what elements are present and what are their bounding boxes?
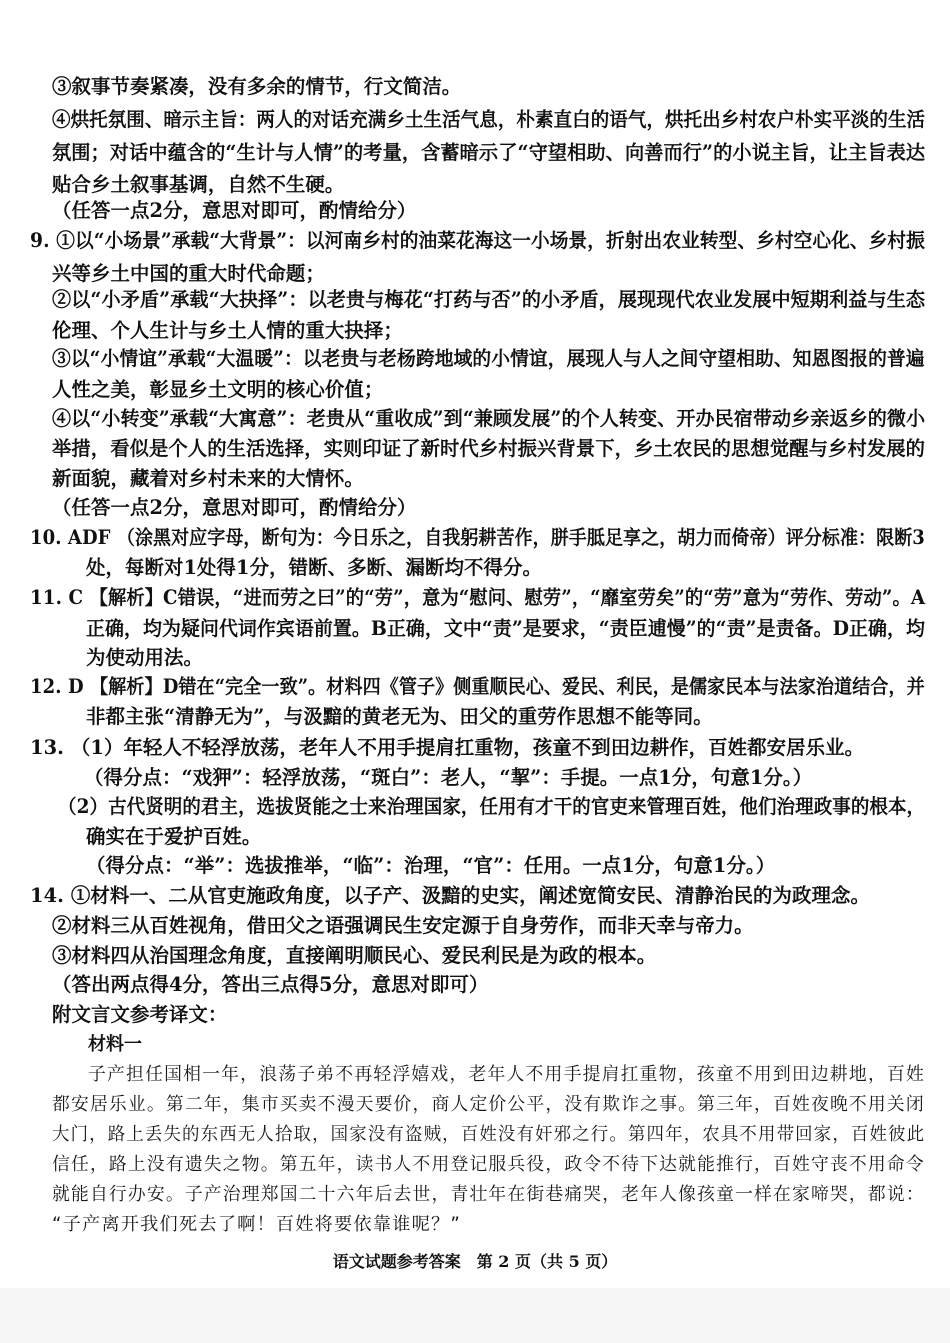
- answer-line: （得分点：“戏狎”：轻浮放荡，“斑白”：老人，“挈”：手提。一点1分，句意1分。）: [84, 766, 813, 789]
- answer-line: （答出两点得4分，答出三点得5分，意思对即可）: [52, 973, 489, 996]
- answer-line: 9. ①以“小场景”承载“大背景”：以河南乡村的油菜花海这一小场景，折射出农业转型、乡村空心化、乡村振: [30, 229, 925, 252]
- answer-line: 13. （1）年轻人不轻浮放荡，老年人不用手提肩扛重物，孩童不到田边耕作，百姓都安居乐业。: [30, 736, 865, 759]
- answer-line: ③材料四从治国理念角度，直接阐明顺民心、爱民利民是为政的根本。: [52, 944, 657, 967]
- translation-line: “子产离开我们死去了啊！百姓将要依靠谁呢？”: [52, 1214, 461, 1235]
- answer-line: ④烘托氛围、暗示主旨：两人的对话充满乡土生活气息，朴素直白的语气，烘托出乡村农户朴实平淡的生活: [52, 108, 926, 131]
- answer-line: 12. D 【解析】D错在“完全一致”。材料四《管子》侧重顺民心、爱民、利民，是儒家民本与法家治道结合，并: [30, 675, 925, 698]
- answer-line: （任答一点2分，意思对即可，酌情给分）: [52, 199, 417, 222]
- answer-line: （得分点：“举”：选拔推举，“临”：治理，“官”：任用。一点1分，句意1分。）: [86, 854, 776, 877]
- section-heading: 附文言文参考译文：: [52, 1003, 228, 1026]
- translation-line: 都安居乐业。第二年，集市买卖不漫天要价，商人定价公平，没有欺诈之事。第三年，百姓夜晚不用关闭: [52, 1094, 925, 1115]
- answer-line: 正确，均为疑问代词作宾语前置。B正确，文中“责”是要求，“责臣逋慢”的“责”是责备。D正确，均: [86, 617, 926, 640]
- answer-line: 确实在于爱护百姓。: [86, 825, 262, 848]
- answer-line: 人性之美，彰显乡土文明的核心价值；: [52, 378, 384, 401]
- answer-line: 举措，看似是个人的生活选择，实则印证了新时代乡村振兴背景下，乡土农民的思想觉醒与乡村发展的: [52, 437, 926, 460]
- translation-line: 就能自行办安。子产治理郑国二十六年后去世，青壮年在街巷痛哭，老年人像孩童一样在家啼哭，都说：: [52, 1184, 925, 1205]
- answer-line: （任答一点2分，意思对即可，酌情给分）: [52, 496, 417, 519]
- material-heading: 材料一: [88, 1034, 142, 1055]
- page-footer: 语文试题参考答案 第 2 页（共 5 页）: [332, 1252, 618, 1271]
- translation-line: 信任，路上没有遗失之物。第五年，读书人不用登记服兵役，政令不待下达就能推行，百姓守丧不用命令: [52, 1154, 925, 1175]
- answer-line: 10. ADF （涂黑对应字母，断句为：今日乐之，自我躬耕苦作，胼手胝足享之，胡力而倚帝）评分标准：限断3: [30, 526, 925, 549]
- translation-line: 子产担任国相一年，浪荡子弟不再轻浮嬉戏，老年人不用手提肩扛重物，孩童不用到田边耕地，百姓: [88, 1064, 926, 1085]
- answer-line: ④以“小转变”承载“大寓意”：老贵从“重收成”到“兼顾发展”的个人转变、开办民宿带动乡亲返乡的微小: [52, 407, 926, 430]
- answer-line: 非都主张“清静无为”，与汲黯的黄老无为、田父的重劳作思想不能等同。: [86, 705, 713, 728]
- answer-line: 氛围；对话中蕴含的“生计与人情”的考量，含蓄暗示了“守望相助、向善而行”的小说主旨，让主旨表达: [52, 141, 926, 164]
- answer-line: 11. C 【解析】C错误，“进而劳之曰”的“劳”，意为“慰问、慰劳”，“靡室劳矣”的“劳”意为“劳作、劳动”。A: [30, 586, 926, 609]
- answer-line: 兴等乡土中国的重大时代命题；: [52, 262, 325, 285]
- answer-line: 为使动用法。: [86, 646, 203, 669]
- translation-line: 大门，路上丢失的东西无人拾取，国家没有盗贼，百姓没有奸邪之行。第四年，农具不用带回家，百姓彼此: [52, 1124, 926, 1145]
- answer-line: ②材料三从百姓视角，借田父之语强调民生安定源于自身劳作，而非天幸与帝力。: [52, 914, 754, 937]
- answer-line: ③叙事节奏紧凑，没有多余的情节，行文简洁。: [52, 75, 462, 98]
- answer-line: 14. ①材料一、二从官吏施政角度，以子产、汲黯的史实，阐述宽简安民、清静治民的为政理念。: [30, 884, 870, 907]
- answer-line: 处，每断对1处得1分，错断、多断、漏断均不得分。: [86, 556, 542, 579]
- answer-line: ③以“小情谊”承载“大温暖”：以老贵与老杨跨地域的小情谊，展现人与人之间守望相助、知恩图报的普遍: [52, 347, 925, 370]
- answer-line: 新面貌，藏着对乡村未来的大情怀。: [52, 467, 364, 490]
- answer-line: （2）古代贤明的君主，选拔贤能之士来治理国家，任用有才干的官吏来管理百姓，他们治理政事的根本，: [58, 795, 926, 818]
- answer-line: ②以“小矛盾”承载“大抉择”：以老贵与梅花“打药与否”的小矛盾，展现现代农业发展中短期利益与生态: [52, 288, 926, 311]
- answer-line: 伦理、个人生计与乡土人情的重大抉择；: [52, 319, 403, 342]
- answer-line: 贴合乡土叙事基调，自然不生硬。: [52, 173, 345, 196]
- page-bottom-margin: [0, 1288, 950, 1343]
